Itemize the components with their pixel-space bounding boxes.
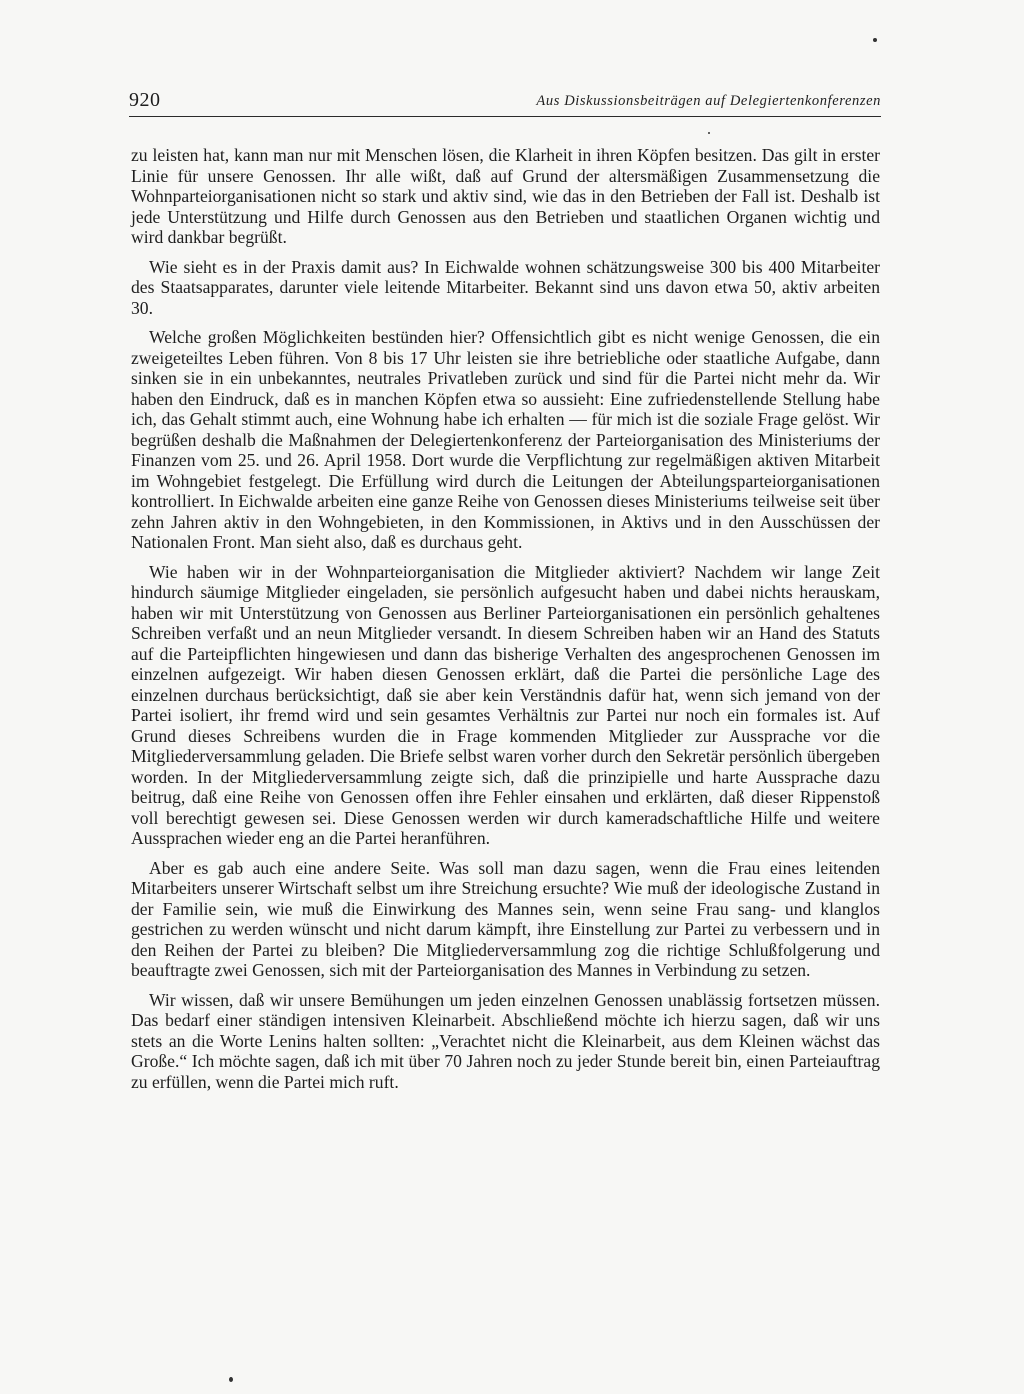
- scan-speck: [229, 1377, 233, 1382]
- paragraph-continued: zu leisten hat, kann man nur mit Menschen lösen, die Klarheit in ihren Köpfen besitzen. Das gilt in erster Linie für unsere Genossen. Ihr alle wißt, daß auf Grund der altersmäßigen Zusammensetzung die Wohnparteiorganisationen nicht so stark und aktiv sind, wie das in den Betrieben der Fall ist. Deshalb ist jede Unterstützung und Hilfe durch Genossen aus den Betrieben und staatlichen Organen wichtig und wird dankbar begrüßt.: [131, 145, 880, 247]
- body-text: [131, 145, 880, 1101]
- paragraph-other-side: Aber es gab auch eine andere Seite. Was soll man dazu sagen, wenn die Frau eines leitenden Mitarbeiters unserer Wirtschaft selbst um ihre Streichung ersuchte? Wie muß der ideologische Zustand in der Familie sein, wie muß die Einwirkung des Mannes sein, wenn seine Frau sang- und klanglos gestrichen zu werden wünscht und nicht darum kämpft, ihre Einstellung zur Partei zu verbessern und in den Reihen der Partei zu bleiben? Die Mitgliederversammlung zog die richtige Schlußfolgerung und beauftragte zwei Genossen, sich mit der Parteiorganisation des Mannes in Verbindung zu setzen.: [131, 857, 880, 980]
- paragraph-opportunities: Welche großen Möglichkeiten bestünden hier? Offensichtlich gibt es nicht wenige Genossen, die ein zweigeteiltes Leben führen. Von 8 bis 17 Uhr leisten sie ihre betriebliche oder staatliche Aufgabe, dann sinken sie in ein unbekanntes, neutrales Privatleben zurück und sind für die Partei nicht mehr da. Wir haben den Eindruck, daß es in manchen Köpfen etwa so aussieht: Eine zufriedenstellende Stellung habe ich, das Gehalt stimmt auch, eine Wohnung habe ich erhalten — für mich ist die soziale Frage gelöst. Wir begrüßen deshalb die Maßnahmen der Delegiertenkonferenz der Parteiorganisation des Ministeriums der Finanzen vom 25. und 26. April 1958. Dort wurde die Verpflichtung zur regelmäßigen aktiven Mitarbeit im Wohngebiet festgelegt. Die Erfüllung wird durch die Leitungen der Abteilungsparteiorganisationen kontrolliert. In Eichwalde arbeiten eine ganze Reihe von Genossen dieses Ministeriums teilweise seit über zehn Jahren aktiv in den Wohngebieten, in den Kommissionen, in Aktivs und in den Ausschüssen der Nationalen Front. Man sieht also, daß es durchaus geht.: [131, 327, 880, 552]
- page-number: 920: [129, 89, 161, 111]
- page-header: [129, 86, 881, 117]
- paragraph-conclusion: Wir wissen, daß wir unsere Bemühungen um jeden einzelnen Genossen unablässig fortsetzen müssen. Das bedarf einer ständigen intensiven Kleinarbeit. Abschließend möchte ich hierzu sagen, daß wir uns stets an die Worte Lenins halten sollten: „Verachtet nicht die Kleinarbeit, aus dem Kleinen wächst das Große.“ Ich möchte sagen, daß ich mit über 70 Jahren noch zu jeder Stunde bereit bin, einen Parteiauftrag zu erfüllen, wenn die Partei mich ruft.: [131, 989, 880, 1092]
- paragraph-eichwalde-staff: Wie sieht es in der Praxis damit aus? In Eichwalde wohnen schätzungsweise 300 bis 400 Mitarbeiter des Staatsapparates, darunter viele leitende Mitarbeiter. Bekannt sind uns davon etwa 50, aktiv arbeiten 30.: [131, 256, 880, 318]
- scan-speck: [708, 132, 710, 134]
- scan-speck: [873, 38, 877, 42]
- paragraph-activation: Wie haben wir in der Wohnparteiorganisation die Mitglieder aktiviert? Nachdem wir lange Zeit hindurch säumige Mitglieder eingeladen, sie persönlich aufgesucht haben und dabei nichts herauskam, haben wir mit Unterstützung von Genossen aus Berliner Parteiorganisationen ein persönlich gehaltenes Schreiben verfaßt und an neun Mitglieder versandt. In diesem Schreiben haben wir an Hand des Statuts auf die Parteipflichten hingewiesen und dann das bisherige Verhalten des angesprochenen Genossen im einzelnen aufgezeigt. Wir haben diesen Genossen erklärt, daß die Partei die persönliche Lage des einzelnen durchaus berücksichtigt, daß sie aber kein Verständnis dafür hat, wenn sich jemand von der Partei isoliert, ihr fremd wird und sein gesamtes Verhältnis zur Partei nur noch ein formales ist. Auf Grund dieses Schreibens wurden die in Frage kommenden Mitglieder zur Aussprache vor die Mitgliederversammlung geladen. Die Briefe selbst waren vorher durch den Sekretär persönlich übergeben worden. In der Mitgliederversammlung zeigte sich, daß die prinzipielle und harte Aussprache dazu beitrug, daß eine Reihe von Genossen offen ihre Fehler einsahen und erklärten, daß dieser Rippenstoß voll berechtigt gewesen sei. Diese Genossen werden wir durch kameradschaftliche Hilfe und weitere Aussprachen wieder eng an die Partei heranführen.: [131, 561, 880, 848]
- running-head: Aus Diskussionsbeiträgen auf Delegiertenkonferenzen: [536, 93, 881, 109]
